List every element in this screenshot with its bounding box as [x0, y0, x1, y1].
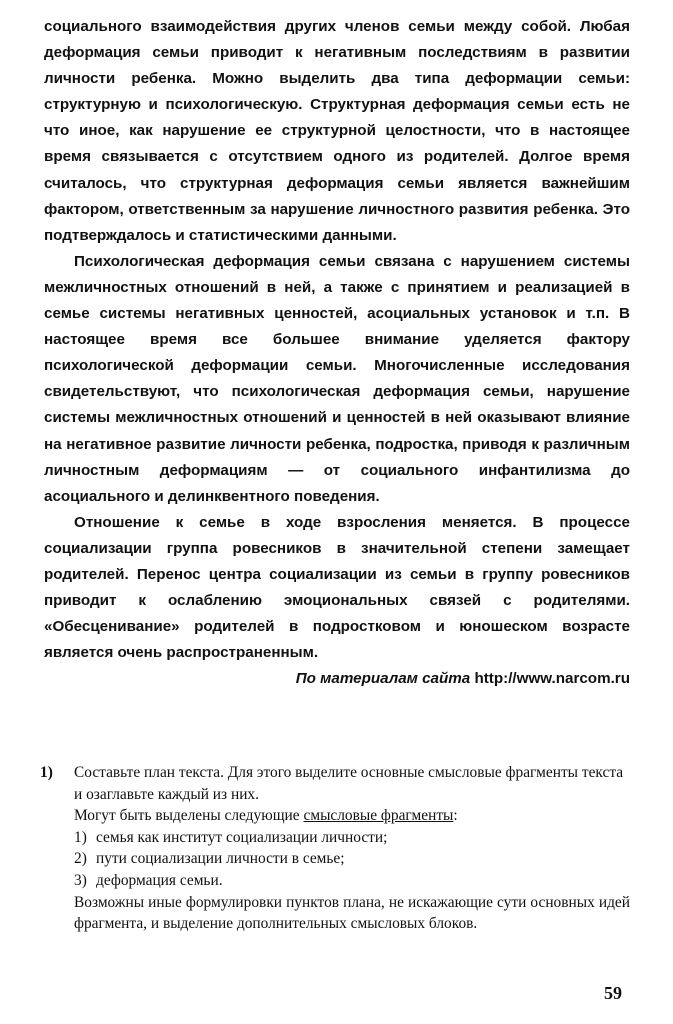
plan-item — [74, 870, 630, 892]
answer-intro — [74, 805, 630, 827]
plan-list — [74, 827, 630, 892]
plan-item-number: 2) — [74, 850, 87, 868]
plan-item-text: пути социализации личности в семье; — [96, 850, 345, 868]
paragraph-psychological-deformation: Психологическая деформация семьи связана с нарушением системы межличностных отношений в ней, а также с принятием и реализацией в семье системы негативных ценностей, асоциальных установок и т.п. В настоящее время все большее внимание уделяется фактору психологической деформации семьи. Многочисленные исследования свидетельствуют, что психологическая деформация семьи, нарушение системы межличностных отношений и ценностей в ней оказывают влияние на негативное развитие личности ребенка, подростка, приводя к различным личностным деформациям — от социального инфантилизма до асоциального и делинквентного поведения. — [44, 252, 630, 505]
question-task: Составьте план текста. Для этого выделите основные смысловые фрагменты текста и озаглавьте каждый из них. — [74, 764, 624, 803]
main-text-block — [44, 14, 630, 692]
question-number: 1) — [40, 764, 53, 781]
plan-item — [74, 848, 630, 870]
plan-item-text: семья как институт социализации личности; — [96, 828, 388, 846]
question-row — [40, 762, 630, 805]
plan-item-text: деформация семьи. — [96, 871, 223, 889]
paragraph-structural-deformation: социального взаимодействия других членов семьи между собой. Любая деформация семьи приводит к негативным последствиям в развитии личности ребенка. Можно выделить два типа деформации семьи: структурную и психологическую. Структурная деформация семьи есть не что иное, как нарушение ее структурной целостности, что в настоящее время связывается с отсутствием одного из родителей. Долгое время считалось, что структурная деформация семьи является важнейшим фактором, ответственным за нарушение личностного развития ребенка. Это подтверждалось и статистическими данными. — [44, 18, 630, 244]
answer-intro-prefix: Могут быть выделены следующие — [74, 807, 300, 825]
plan-item-number: 3) — [74, 871, 87, 889]
answer-section — [40, 762, 630, 935]
page-number: 59 — [604, 983, 622, 1003]
answer-intro-suffix: : — [453, 807, 458, 825]
answer-intro-underlined: смысловые фрагменты — [303, 807, 454, 825]
plan-item-number: 1) — [74, 828, 87, 846]
source-label: По материалам сайта — [295, 670, 471, 688]
paragraph-attitude-to-family: Отношение к семье в ходе взросления меняется. В процессе социализации группа ровесников в значительной степени замещает родителей. Перенос центра социализации из семьи в группу ровесников приводит к ослаблению эмоциональных связей с родителями. «Обесценивание» родителей в подростковом и юношеском возрасте является очень распространенным. — [44, 513, 630, 662]
source-citation — [44, 666, 630, 692]
answer-note: Возможны иные формулировки пунктов плана, не искажающие сути основных идей фрагмента, и выделение дополнительных смысловых блоков. — [74, 893, 630, 933]
source-url: http://www.narcom.ru — [474, 670, 630, 688]
plan-item — [74, 827, 630, 849]
